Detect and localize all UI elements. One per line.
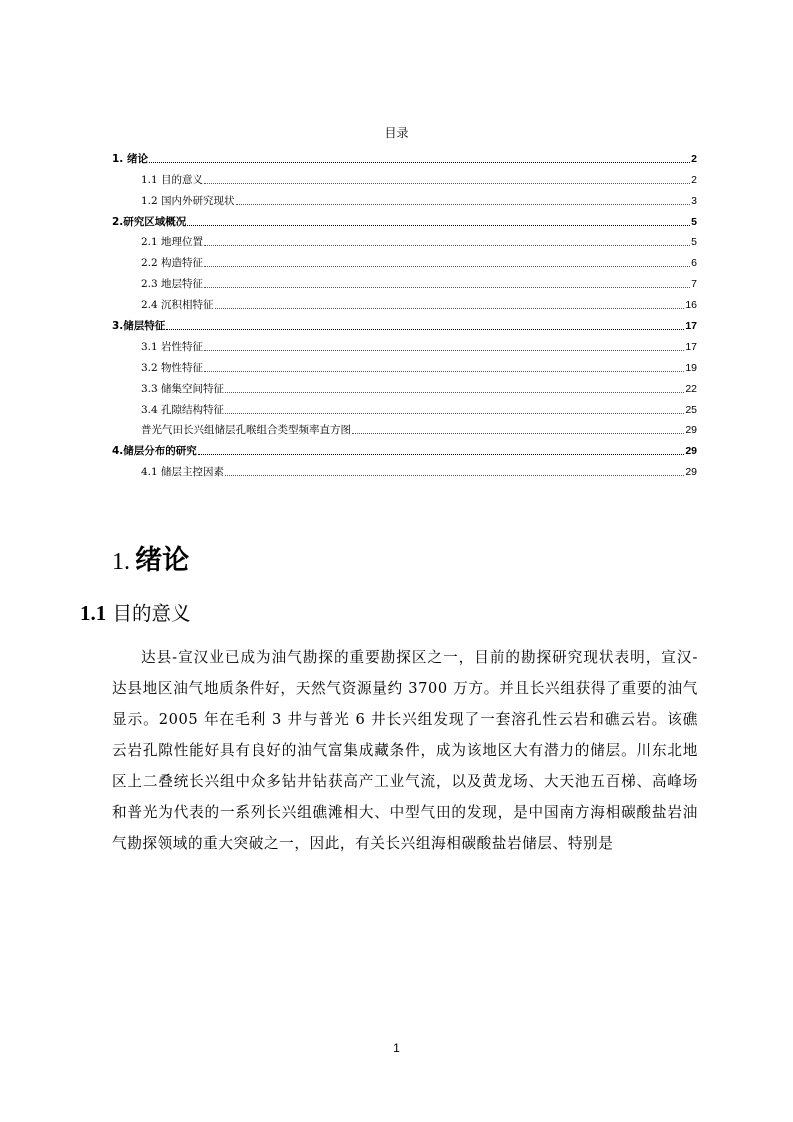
toc-entry-page: 3 [691, 194, 697, 207]
toc-entry-page: 29 [685, 445, 697, 458]
toc-entry-page: 25 [685, 403, 697, 416]
toc-entry-label: 3.3 储集空间特征 [141, 382, 225, 395]
toc-entry-label: 2.4 沉积相特征 [141, 299, 214, 312]
toc-entry-page: 17 [685, 340, 697, 353]
toc-entry[interactable] [112, 312, 697, 333]
toc-entry[interactable] [112, 270, 697, 291]
page-number: 1 [393, 1041, 400, 1055]
toc-entry[interactable] [112, 291, 697, 312]
toc-entry-page: 2 [691, 173, 697, 186]
toc-entry-label: 3.2 物性特征 [141, 361, 204, 374]
subsection-heading [80, 598, 190, 626]
toc-leader-dots [187, 225, 690, 226]
toc-entry-label: 2.1 地理位置 [141, 236, 204, 249]
toc-entry-label: 1.2 国内外研究现状 [141, 194, 235, 207]
toc-leader-dots [215, 308, 685, 309]
toc-entry[interactable] [112, 354, 697, 375]
toc-leader-dots [204, 245, 690, 246]
toc-entry-label: 2.3 地层特征 [141, 278, 204, 291]
section-title: 绪论 [135, 545, 190, 576]
toc-entry[interactable] [112, 229, 697, 250]
toc-leader-dots [204, 350, 684, 351]
toc-leader-dots [204, 287, 690, 288]
toc-entry-page: 19 [685, 361, 697, 374]
toc-entry-label: 4.1 储层主控因素 [141, 466, 225, 479]
toc-entry-label: 3.储层特征 [112, 320, 166, 333]
toc-entry-label: 1.1 目的意义 [141, 173, 204, 186]
toc-leader-dots [166, 329, 684, 330]
toc-leader-dots [236, 204, 691, 205]
toc-entry-label: 1. 绪论 [112, 152, 148, 165]
toc-entry-label: 4.储层分布的研究 [112, 445, 197, 458]
toc-entry[interactable] [112, 145, 697, 166]
section-number: 1. [112, 549, 130, 575]
toc-entry[interactable] [112, 375, 697, 396]
toc-entry-page: 5 [691, 236, 697, 249]
toc-entry-page: 29 [685, 466, 697, 479]
toc-entry-label: 3.4 孔隙结构特征 [141, 403, 225, 416]
toc-entry-label: 2.研究区域概况 [112, 215, 187, 228]
toc-entry[interactable] [112, 208, 697, 229]
toc-leader-dots [204, 183, 690, 184]
toc-leader-dots [198, 454, 685, 455]
toc-leader-dots [204, 266, 690, 267]
toc-entry[interactable] [112, 458, 697, 479]
toc-leader-dots [352, 433, 684, 434]
toc-entry-page: 7 [691, 278, 697, 291]
toc-leader-dots [149, 162, 690, 163]
toc-entry-page: 5 [691, 215, 697, 228]
toc-entry-page: 29 [685, 424, 697, 437]
toc-leader-dots [204, 371, 684, 372]
toc-entry-page: 17 [685, 320, 697, 333]
toc-leader-dots [225, 475, 684, 476]
toc-entry-label: 3.1 岩性特征 [141, 340, 204, 353]
toc-entry[interactable] [112, 333, 697, 354]
toc-entry[interactable] [112, 396, 697, 417]
table-of-contents [112, 145, 697, 479]
subsection-number: 1.1 [80, 601, 107, 625]
toc-leader-dots [225, 392, 684, 393]
toc-title: 目录 [384, 126, 409, 140]
toc-entry-page: 16 [685, 299, 697, 312]
toc-entry-label: 2.2 构造特征 [141, 257, 204, 270]
toc-entry-page: 6 [691, 257, 697, 270]
section-heading [112, 538, 189, 577]
body-paragraph: 达县-宣汉业已成为油气勘探的重要勘探区之一，目前的勘探研究现状表明，宣汉-达县地区油气地质条件好，天然气资源量约 3700 万方。并且长兴组获得了重要的油气显示。2005 年在毛利 3 井与普光 6 井长兴组发现了一套溶孔性云岩和礁云岩。该礁云岩孔隙性能好具有良好的油气富集成藏条件，成为该地区大有潜力的储层。川东北地区上二叠统长兴组中众多钻井钻获高产工业气流，以及黄龙场、大天池五百梯、高峰场和普光为代表的一系列长兴组礁滩相大、中型气田的发现，是中国南方海相碳酸盐岩油气勘探领域的重大突破之一，因此，有关长兴组海相碳酸盐岩储层、特别是 [112, 649, 698, 852]
toc-entry-page: 2 [691, 152, 697, 165]
toc-entry[interactable] [112, 187, 697, 208]
toc-entry[interactable] [112, 166, 697, 187]
toc-entry[interactable] [112, 417, 697, 438]
toc-entry-page: 22 [685, 382, 697, 395]
toc-entry[interactable] [112, 437, 697, 458]
toc-leader-dots [225, 413, 684, 414]
toc-entry-label: 普光气田长兴组储层孔喉组合类型频率直方图 [141, 424, 351, 437]
subsection-title: 目的意义 [112, 602, 191, 625]
toc-entry[interactable] [112, 249, 697, 270]
